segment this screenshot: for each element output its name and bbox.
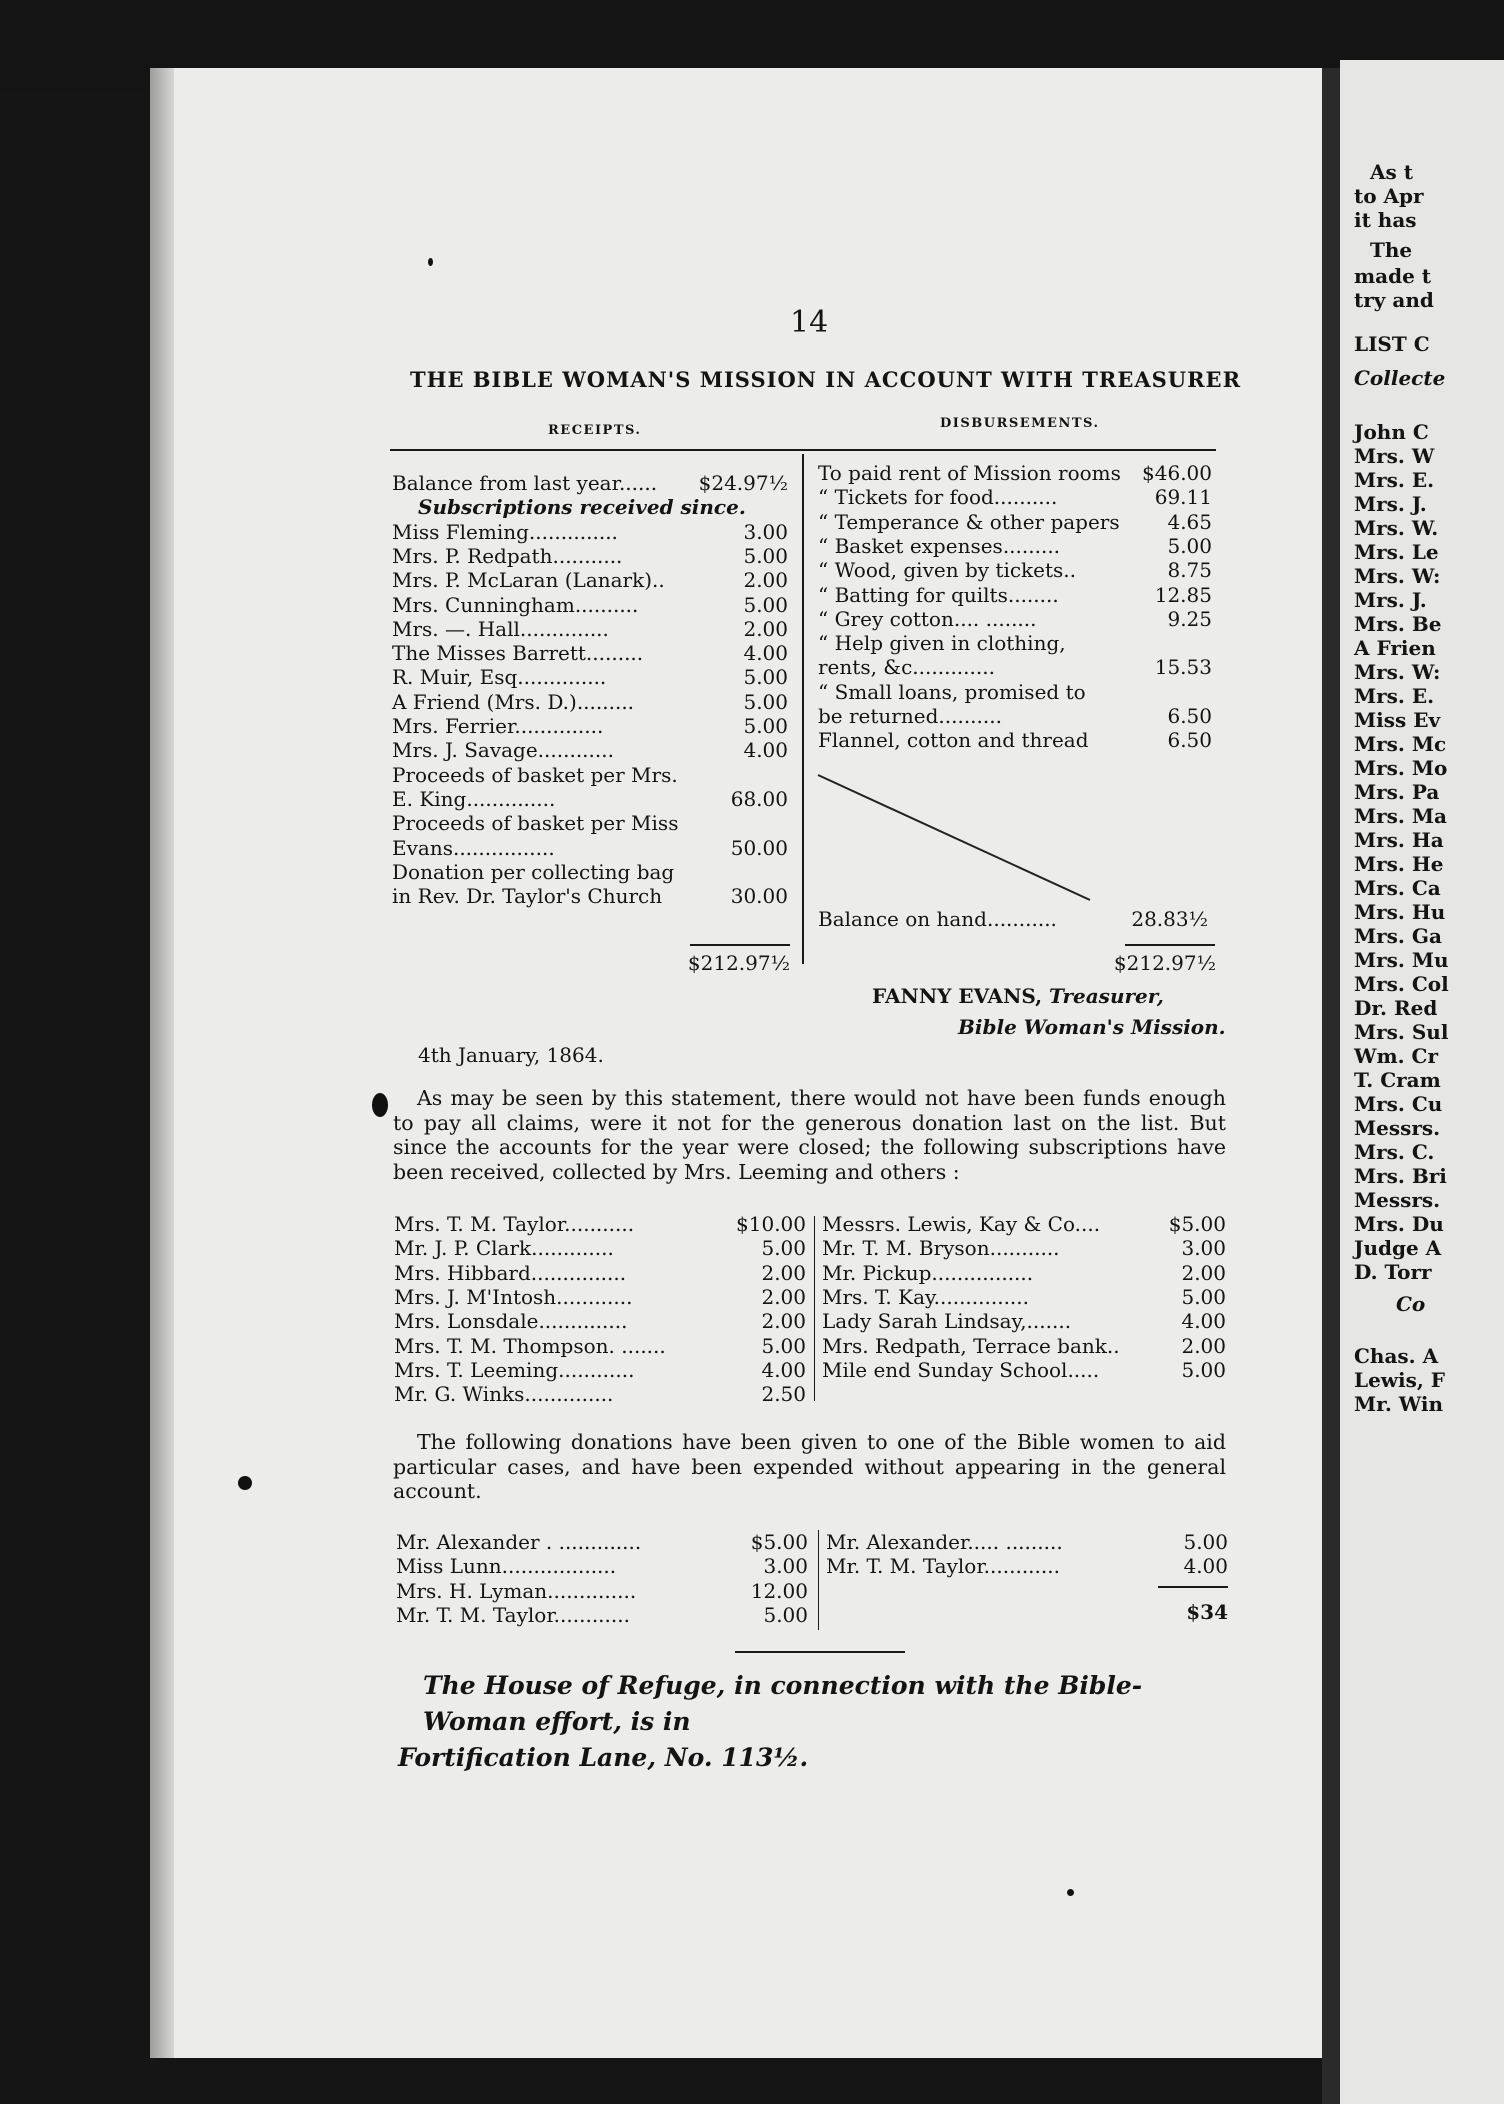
donations-paragraph: The following donations have been given to one of the Bible women to aid particular cases, and have been expended without appearing in the general account. — [393, 1430, 1226, 1503]
disbursement-label: Flannel, cotton and thread — [818, 728, 1089, 753]
receipt-value: 5.00 — [743, 665, 788, 690]
subs-divider — [814, 1216, 815, 1401]
facing-page-line: Mrs. Ca — [1354, 876, 1441, 900]
facing-page-line: Mrs. Ma — [1354, 804, 1447, 828]
treasurer-role: Treasurer, — [1049, 984, 1164, 1008]
balance-on-hand-row — [818, 907, 1208, 932]
receipt-label: E. King.............. — [392, 786, 556, 811]
facing-page-line: Mrs. W: — [1354, 564, 1441, 588]
disbursement-row — [818, 485, 1212, 510]
subscription-label: Messrs. Lewis, Kay & Co.... — [822, 1212, 1101, 1236]
facing-page-line: Mrs. Mu — [1354, 948, 1449, 972]
donation-label: Mr. Alexander..... ......... — [826, 1530, 1063, 1554]
page-number: 14 — [790, 305, 829, 340]
receipt-value: 2.00 — [743, 616, 788, 641]
facing-page-line: Miss Ev — [1354, 708, 1441, 732]
subscription-label: Mrs. Lonsdale.............. — [394, 1309, 628, 1334]
receipt-row — [392, 811, 788, 836]
header-rule — [390, 449, 1216, 451]
subscription-label: Mrs. T. M. Thompson. ....... — [394, 1333, 666, 1358]
don-divider — [818, 1530, 819, 1630]
disbursement-label: “ Temperance & other papers — [818, 509, 1120, 534]
donations-total-value: $34 — [1186, 1600, 1228, 1624]
receipt-row — [392, 714, 788, 739]
ink-dot — [1067, 1889, 1074, 1896]
receipt-row — [392, 860, 788, 885]
disbursement-row — [818, 558, 1212, 583]
facing-page-line: Co — [1396, 1292, 1426, 1316]
cancel-stroke — [810, 770, 1100, 905]
statement-paragraph: As may be seen by this statement, there would not have been funds enough to pay all claims, were it not for the generous donation last on the list. But since the accounts for the year were closed; the following subscriptions have been received, collected by Mrs. Leeming and others : — [393, 1086, 1226, 1184]
subscription-value: 2.00 — [1181, 1333, 1226, 1358]
subscription-label: Lady Sarah Lindsay,....... — [822, 1309, 1072, 1334]
subscription-value: 5.00 — [1181, 1357, 1226, 1382]
receipt-value: 4.00 — [743, 641, 788, 666]
disbursement-value: 15.53 — [1154, 655, 1212, 680]
facing-page-line: Mrs. Sul — [1354, 1020, 1449, 1044]
treasurer-org: Bible Woman's Mission. — [958, 1015, 1226, 1039]
donation-value: 3.00 — [763, 1554, 808, 1579]
disbursement-label: To paid rent of Mission rooms — [818, 461, 1121, 485]
page-edge — [150, 68, 174, 2058]
balance-on-hand-value: 28.83½ — [1131, 907, 1208, 931]
facing-page-line: Mrs. Be — [1354, 612, 1442, 636]
donations-total — [1150, 1600, 1228, 1625]
receipt-value: 2.00 — [743, 568, 788, 593]
book-gutter — [1322, 68, 1340, 2104]
disbursement-row — [818, 631, 1212, 656]
disbursement-row — [818, 655, 1212, 680]
don-total-rule — [1158, 1586, 1228, 1588]
receipt-label: Donation per collecting bag — [392, 859, 675, 884]
receipt-label: Evans................ — [392, 835, 555, 860]
subscription-label: Mrs. T. M. Taylor........... — [394, 1212, 635, 1236]
disbursement-label: “ Batting for quilts........ — [818, 582, 1059, 607]
ink-speck — [428, 258, 433, 266]
receipt-value: 5.00 — [743, 592, 788, 617]
disbursement-value: 12.85 — [1154, 582, 1212, 607]
facing-page-line: Mrs. J. — [1354, 492, 1427, 516]
facing-page-line: As t — [1370, 160, 1413, 184]
facing-page-line: Mrs. Hu — [1354, 900, 1446, 924]
disbursements-total — [1110, 951, 1216, 976]
disbursement-value: 6.50 — [1167, 704, 1212, 728]
subscription-value: 5.00 — [761, 1236, 806, 1261]
subscription-value: 4.00 — [1181, 1309, 1226, 1334]
receipt-label: Miss Fleming.............. — [392, 519, 618, 544]
donation-label: Mr. T. M. Taylor............ — [826, 1554, 1060, 1579]
receipt-label: Mrs. Cunningham.......... — [392, 592, 639, 617]
subscription-row — [822, 1212, 1226, 1237]
receipt-label: Mrs. P. McLaran (Lanark).. — [392, 568, 665, 593]
disbursement-label: “ Tickets for food.......... — [818, 485, 1058, 510]
subscription-value: 2.00 — [761, 1260, 806, 1285]
donation-label: Mrs. H. Lyman.............. — [396, 1578, 637, 1603]
receipt-label: Mrs. —. Hall.............. — [392, 616, 609, 641]
disbursement-row — [818, 680, 1212, 705]
subscription-label: Mr. J. P. Clark............. — [394, 1236, 614, 1261]
facing-page-line: Mrs. Ga — [1354, 924, 1442, 948]
receipt-row — [392, 471, 788, 496]
subscription-row — [394, 1285, 806, 1310]
receipt-row — [392, 520, 788, 545]
disbursements-header: DISBURSEMENTS. — [940, 416, 1100, 431]
disbursement-label: “ Small loans, promised to — [818, 679, 1086, 704]
facing-page-line: Mrs. Pa — [1354, 780, 1440, 804]
subscription-row — [394, 1382, 806, 1407]
donation-value: 12.00 — [750, 1578, 808, 1603]
donation-value: $5.00 — [750, 1530, 808, 1554]
facing-page-line: Mrs. C. — [1354, 1140, 1435, 1164]
facing-page-line: Collecte — [1354, 366, 1446, 390]
receipt-label: Subscriptions received since. — [418, 495, 746, 520]
subscription-label: Mile end Sunday School..... — [822, 1357, 1100, 1382]
disbursement-label: “ Grey cotton.... ........ — [818, 606, 1037, 631]
disbursement-value: 8.75 — [1167, 558, 1212, 583]
receipts-total-rule — [690, 944, 790, 946]
receipt-value: 5.00 — [743, 543, 788, 568]
disbursement-label: “ Help given in clothing, — [818, 631, 1066, 656]
disbursement-row — [818, 704, 1212, 729]
receipt-value: 5.00 — [743, 714, 788, 738]
facing-page-line: T. Cram — [1354, 1068, 1441, 1092]
facing-page-line: Mrs. W — [1354, 444, 1435, 468]
subscription-label: Mr. G. Winks.............. — [394, 1382, 614, 1407]
facing-page-line: A Frien — [1354, 636, 1436, 660]
receipt-value: 30.00 — [730, 884, 788, 909]
facing-page-line: Mrs. J. — [1354, 588, 1427, 612]
receipt-row — [392, 763, 788, 788]
disbursement-value: 9.25 — [1167, 606, 1212, 631]
disbursements-total-value: $212.97½ — [1113, 951, 1216, 975]
subscription-value: $5.00 — [1168, 1212, 1226, 1236]
facing-page-line: Dr. Red — [1354, 996, 1438, 1020]
receipt-row — [392, 665, 788, 690]
receipts-header: RECEIPTS. — [548, 423, 642, 438]
subscription-label: Mrs. Redpath, Terrace bank.. — [822, 1333, 1120, 1358]
receipt-label: Mrs. P. Redpath........... — [392, 543, 623, 568]
facing-page-line: Mrs. W. — [1354, 516, 1439, 540]
donation-row — [396, 1554, 808, 1579]
disb-total-rule — [1125, 944, 1215, 946]
subscription-label: Mr. Pickup................ — [822, 1260, 1034, 1285]
subscription-value: 5.00 — [761, 1333, 806, 1358]
disbursement-label: rents, &c............. — [818, 655, 995, 680]
subscription-row — [822, 1358, 1226, 1383]
subscription-label: Mr. T. M. Bryson........... — [822, 1236, 1060, 1261]
balance-on-hand-label: Balance on hand........... — [818, 907, 1057, 931]
subscription-value: 4.00 — [761, 1357, 806, 1382]
facing-page-line: Mrs. Col — [1354, 972, 1449, 996]
column-divider — [802, 454, 804, 964]
subscription-row — [822, 1285, 1226, 1310]
donation-label: Miss Lunn.................. — [396, 1554, 617, 1579]
subscription-value: 3.00 — [1181, 1236, 1226, 1261]
disbursement-label: be returned.......... — [818, 704, 1002, 728]
receipt-row — [392, 641, 788, 666]
receipt-label: R. Muir, Esq.............. — [392, 665, 607, 690]
disbursement-label: “ Wood, given by tickets.. — [818, 558, 1077, 583]
disbursement-value: 69.11 — [1154, 485, 1212, 510]
disbursement-row — [818, 607, 1212, 632]
subscription-value: 5.00 — [1181, 1284, 1226, 1309]
receipt-row — [392, 738, 788, 763]
disbursement-row — [818, 534, 1212, 559]
receipt-label: Mrs. Ferrier.............. — [392, 714, 604, 738]
facing-page-line: Mrs. Mo — [1354, 756, 1448, 780]
receipt-row — [392, 884, 788, 909]
subscription-value: 2.00 — [761, 1284, 806, 1309]
footer-line-1: The House of Refuge, in connection with the Bible-Woman effort, is in — [423, 1671, 1143, 1736]
disbursement-value: 4.65 — [1167, 509, 1212, 534]
disbursement-row — [818, 510, 1212, 535]
receipt-value: $24.97½ — [698, 471, 788, 495]
facing-page-line: Mrs. Cu — [1354, 1092, 1443, 1116]
facing-page-line: Mrs. Bri — [1354, 1164, 1447, 1188]
donation-row — [396, 1579, 808, 1604]
subscription-value: $10.00 — [736, 1212, 806, 1236]
receipt-value: 5.00 — [743, 689, 788, 714]
facing-page-line: Wm. Cr — [1354, 1044, 1439, 1068]
donation-row — [396, 1603, 808, 1628]
receipt-label: Balance from last year...... — [392, 471, 658, 495]
donation-label: Mr. T. M. Taylor............ — [396, 1602, 630, 1627]
facing-page-line: to Apr — [1354, 184, 1424, 208]
receipt-label: Mrs. J. Savage............ — [392, 738, 614, 763]
footer-line-2: Fortification Lane, No. 113½. — [398, 1743, 809, 1772]
subscription-row — [394, 1212, 806, 1237]
receipt-value: 3.00 — [743, 519, 788, 544]
treasurer-name: FANNY EVANS, — [872, 984, 1043, 1008]
donation-row — [826, 1554, 1228, 1579]
subscription-label: Mrs. J. M'Intosh............ — [394, 1284, 633, 1309]
facing-page-line: Messrs. — [1354, 1188, 1441, 1212]
facing-page-line: John C — [1354, 420, 1429, 444]
facing-page-line: Mrs. Du — [1354, 1212, 1444, 1236]
receipt-label: A Friend (Mrs. D.)......... — [392, 689, 635, 714]
disbursement-row — [818, 728, 1212, 753]
ink-spot — [238, 1476, 252, 1490]
subscription-label: Mrs. T. Leeming............ — [394, 1357, 635, 1382]
subscription-row — [394, 1261, 806, 1286]
receipts-total-value: $212.97½ — [687, 951, 790, 975]
receipt-value: 50.00 — [730, 835, 788, 860]
subscription-row — [394, 1236, 806, 1261]
receipt-label: Proceeds of basket per Miss — [392, 811, 679, 836]
subscription-row — [394, 1334, 806, 1359]
closing-rule — [735, 1651, 905, 1653]
subscription-label: Mrs. T. Kay............... — [822, 1284, 1030, 1309]
signature-line — [872, 984, 1164, 1008]
donation-row — [826, 1530, 1228, 1555]
facing-page-line: Mrs. Mc — [1354, 732, 1447, 756]
facing-page-line: it has — [1354, 208, 1417, 232]
facing-page-line: Mrs. W: — [1354, 660, 1441, 684]
disbursement-value: 6.50 — [1167, 728, 1212, 753]
receipt-row — [392, 787, 788, 812]
facing-page-line: Mr. Win — [1354, 1392, 1444, 1416]
receipt-row — [392, 544, 788, 569]
facing-page-line: LIST C — [1354, 332, 1430, 356]
facing-page-line: made t — [1354, 264, 1432, 288]
receipt-row — [392, 568, 788, 593]
donation-value: 5.00 — [763, 1602, 808, 1627]
facing-page-line: try and — [1354, 288, 1434, 312]
ink-blot — [372, 1093, 388, 1117]
facing-page-line: Judge A — [1354, 1236, 1442, 1260]
facing-page-line: Mrs. E. — [1354, 468, 1435, 492]
receipt-value: 4.00 — [743, 738, 788, 763]
facing-page-line: D. Torr — [1354, 1260, 1432, 1284]
subscription-row — [394, 1309, 806, 1334]
subscription-value: 2.50 — [761, 1382, 806, 1407]
receipt-row — [392, 836, 788, 861]
account-title: THE BIBLE WOMAN'S MISSION IN ACCOUNT WITH TREASURER — [410, 367, 1242, 392]
subscription-row — [822, 1334, 1226, 1359]
facing-page — [1340, 60, 1504, 2104]
subscription-row — [822, 1261, 1226, 1286]
disbursement-row — [818, 583, 1212, 608]
document-date: 4th January, 1864. — [418, 1043, 604, 1067]
receipt-row — [392, 593, 788, 618]
subscription-value: 2.00 — [1181, 1260, 1226, 1285]
receipt-label: Proceeds of basket per Mrs. — [392, 762, 678, 787]
receipt-label: The Misses Barrett......... — [392, 641, 644, 666]
receipt-value: 68.00 — [730, 786, 788, 811]
receipt-row — [392, 495, 788, 520]
disbursement-value: $46.00 — [1142, 461, 1212, 485]
receipt-row — [392, 617, 788, 642]
donation-row — [396, 1530, 808, 1555]
facing-page-line: Mrs. He — [1354, 852, 1444, 876]
receipt-label: in Rev. Dr. Taylor's Church — [392, 884, 663, 909]
donation-label: Mr. Alexander . ............. — [396, 1530, 642, 1554]
facing-page-line: Chas. A — [1354, 1344, 1439, 1368]
subscription-row — [394, 1358, 806, 1383]
facing-page-line: Lewis, F — [1354, 1368, 1445, 1392]
house-of-refuge-note — [398, 1668, 1233, 1776]
disbursement-value: 5.00 — [1167, 533, 1212, 558]
facing-page-line: Mrs. Le — [1354, 540, 1439, 564]
receipts-total — [687, 951, 790, 976]
subscription-row — [822, 1309, 1226, 1334]
disbursement-label: “ Basket expenses......... — [818, 533, 1061, 558]
subscription-label: Mrs. Hibbard............... — [394, 1260, 627, 1285]
subscription-row — [822, 1236, 1226, 1261]
facing-page-line: The — [1370, 238, 1413, 262]
donation-value: 4.00 — [1183, 1554, 1228, 1579]
facing-page-line: Mrs. Ha — [1354, 828, 1444, 852]
donation-value: 5.00 — [1183, 1530, 1228, 1554]
facing-page-line: Messrs. — [1354, 1116, 1441, 1140]
subscription-value: 2.00 — [761, 1309, 806, 1334]
receipt-row — [392, 690, 788, 715]
facing-page-line: Mrs. E. — [1354, 684, 1435, 708]
disbursement-row — [818, 461, 1212, 486]
